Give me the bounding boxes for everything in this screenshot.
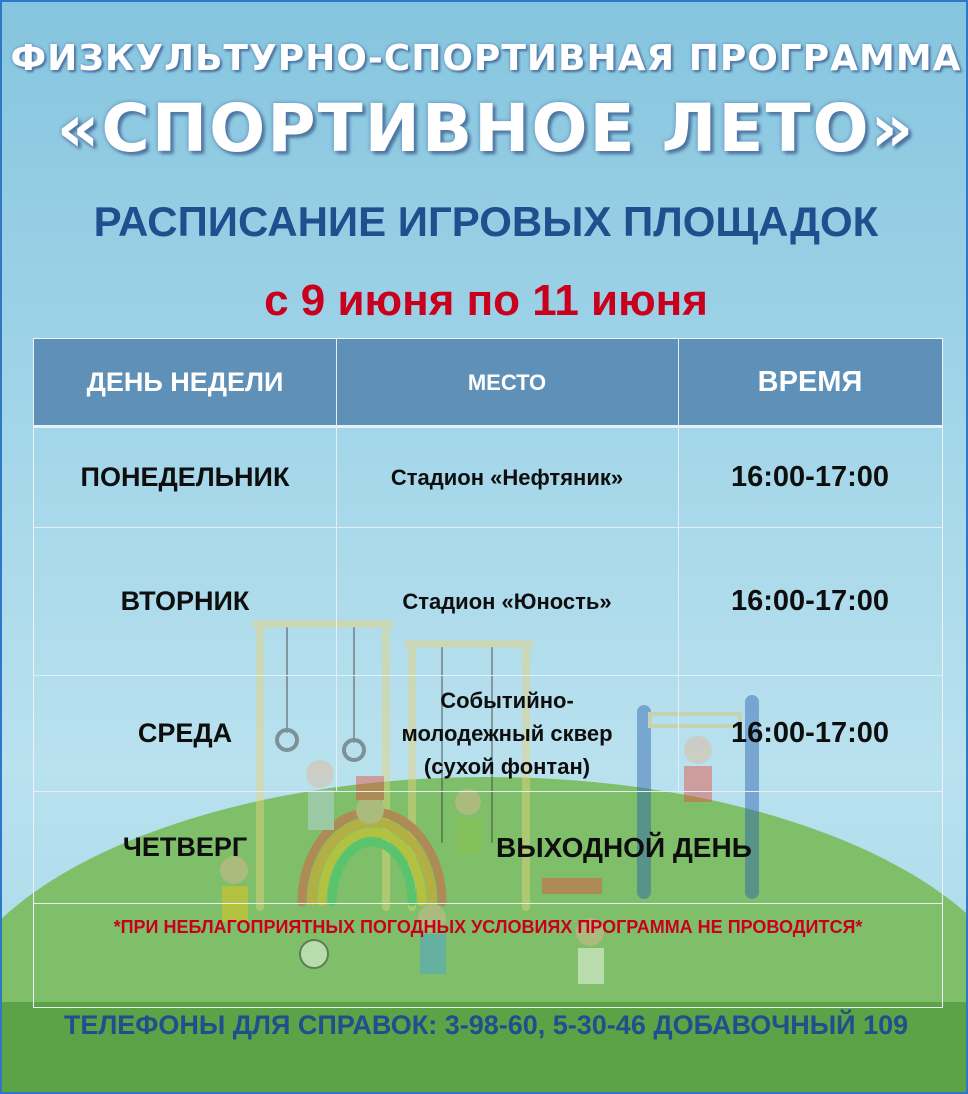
program-line: ФИЗКУЛЬТУРНО-СПОРТИВНАЯ ПРОГРАММА (10, 38, 962, 79)
date-range: с 9 июня по 11 июня (264, 276, 708, 325)
table-header (34, 339, 942, 428)
time-cell: 16:00-17:00 (731, 585, 889, 617)
time-cell: 16:00-17:00 (731, 461, 889, 493)
place-cell: Событийно- молодежный сквер (сухой фонтан) (401, 688, 613, 779)
day-cell: СРЕДА (137, 718, 233, 748)
day-cell: ВТОРНИК (120, 586, 250, 616)
column-header-place: МЕСТО (467, 369, 547, 395)
row-divider (34, 903, 942, 904)
schedule-title: РАСПИСАНИЕ ИГРОВЫХ ПЛОЩАДОК (93, 198, 879, 245)
contact-phones: ТЕЛЕФОНЫ ДЛЯ СПРАВОК: 3-98-60, 5-30-46 ДОБАВОЧНЫЙ 109 (63, 1010, 909, 1040)
day-cell: ЧЕТВЕРГ (122, 832, 248, 862)
place-cell: Стадион «Нефтяник» (390, 465, 624, 490)
schedule-table (33, 338, 943, 1008)
column-header-day: ДЕНЬ НЕДЕЛИ (86, 366, 284, 397)
column-header-time: ВРЕМЯ (757, 365, 863, 398)
day-off-cell: ВЫХОДНОЙ ДЕНЬ (496, 831, 752, 863)
place-cell: Стадион «Юность» (402, 589, 612, 614)
time-cell: 16:00-17:00 (731, 717, 889, 749)
program-name: «СПОРТИВНОЕ ЛЕТО» (56, 90, 916, 167)
day-cell: ПОНЕДЕЛЬНИК (80, 462, 290, 492)
weather-note: *ПРИ НЕБЛАГОПРИЯТНЫХ ПОГОДНЫХ УСЛОВИЯХ ПРОГРАММА НЕ ПРОВОДИТСЯ* (113, 917, 863, 937)
